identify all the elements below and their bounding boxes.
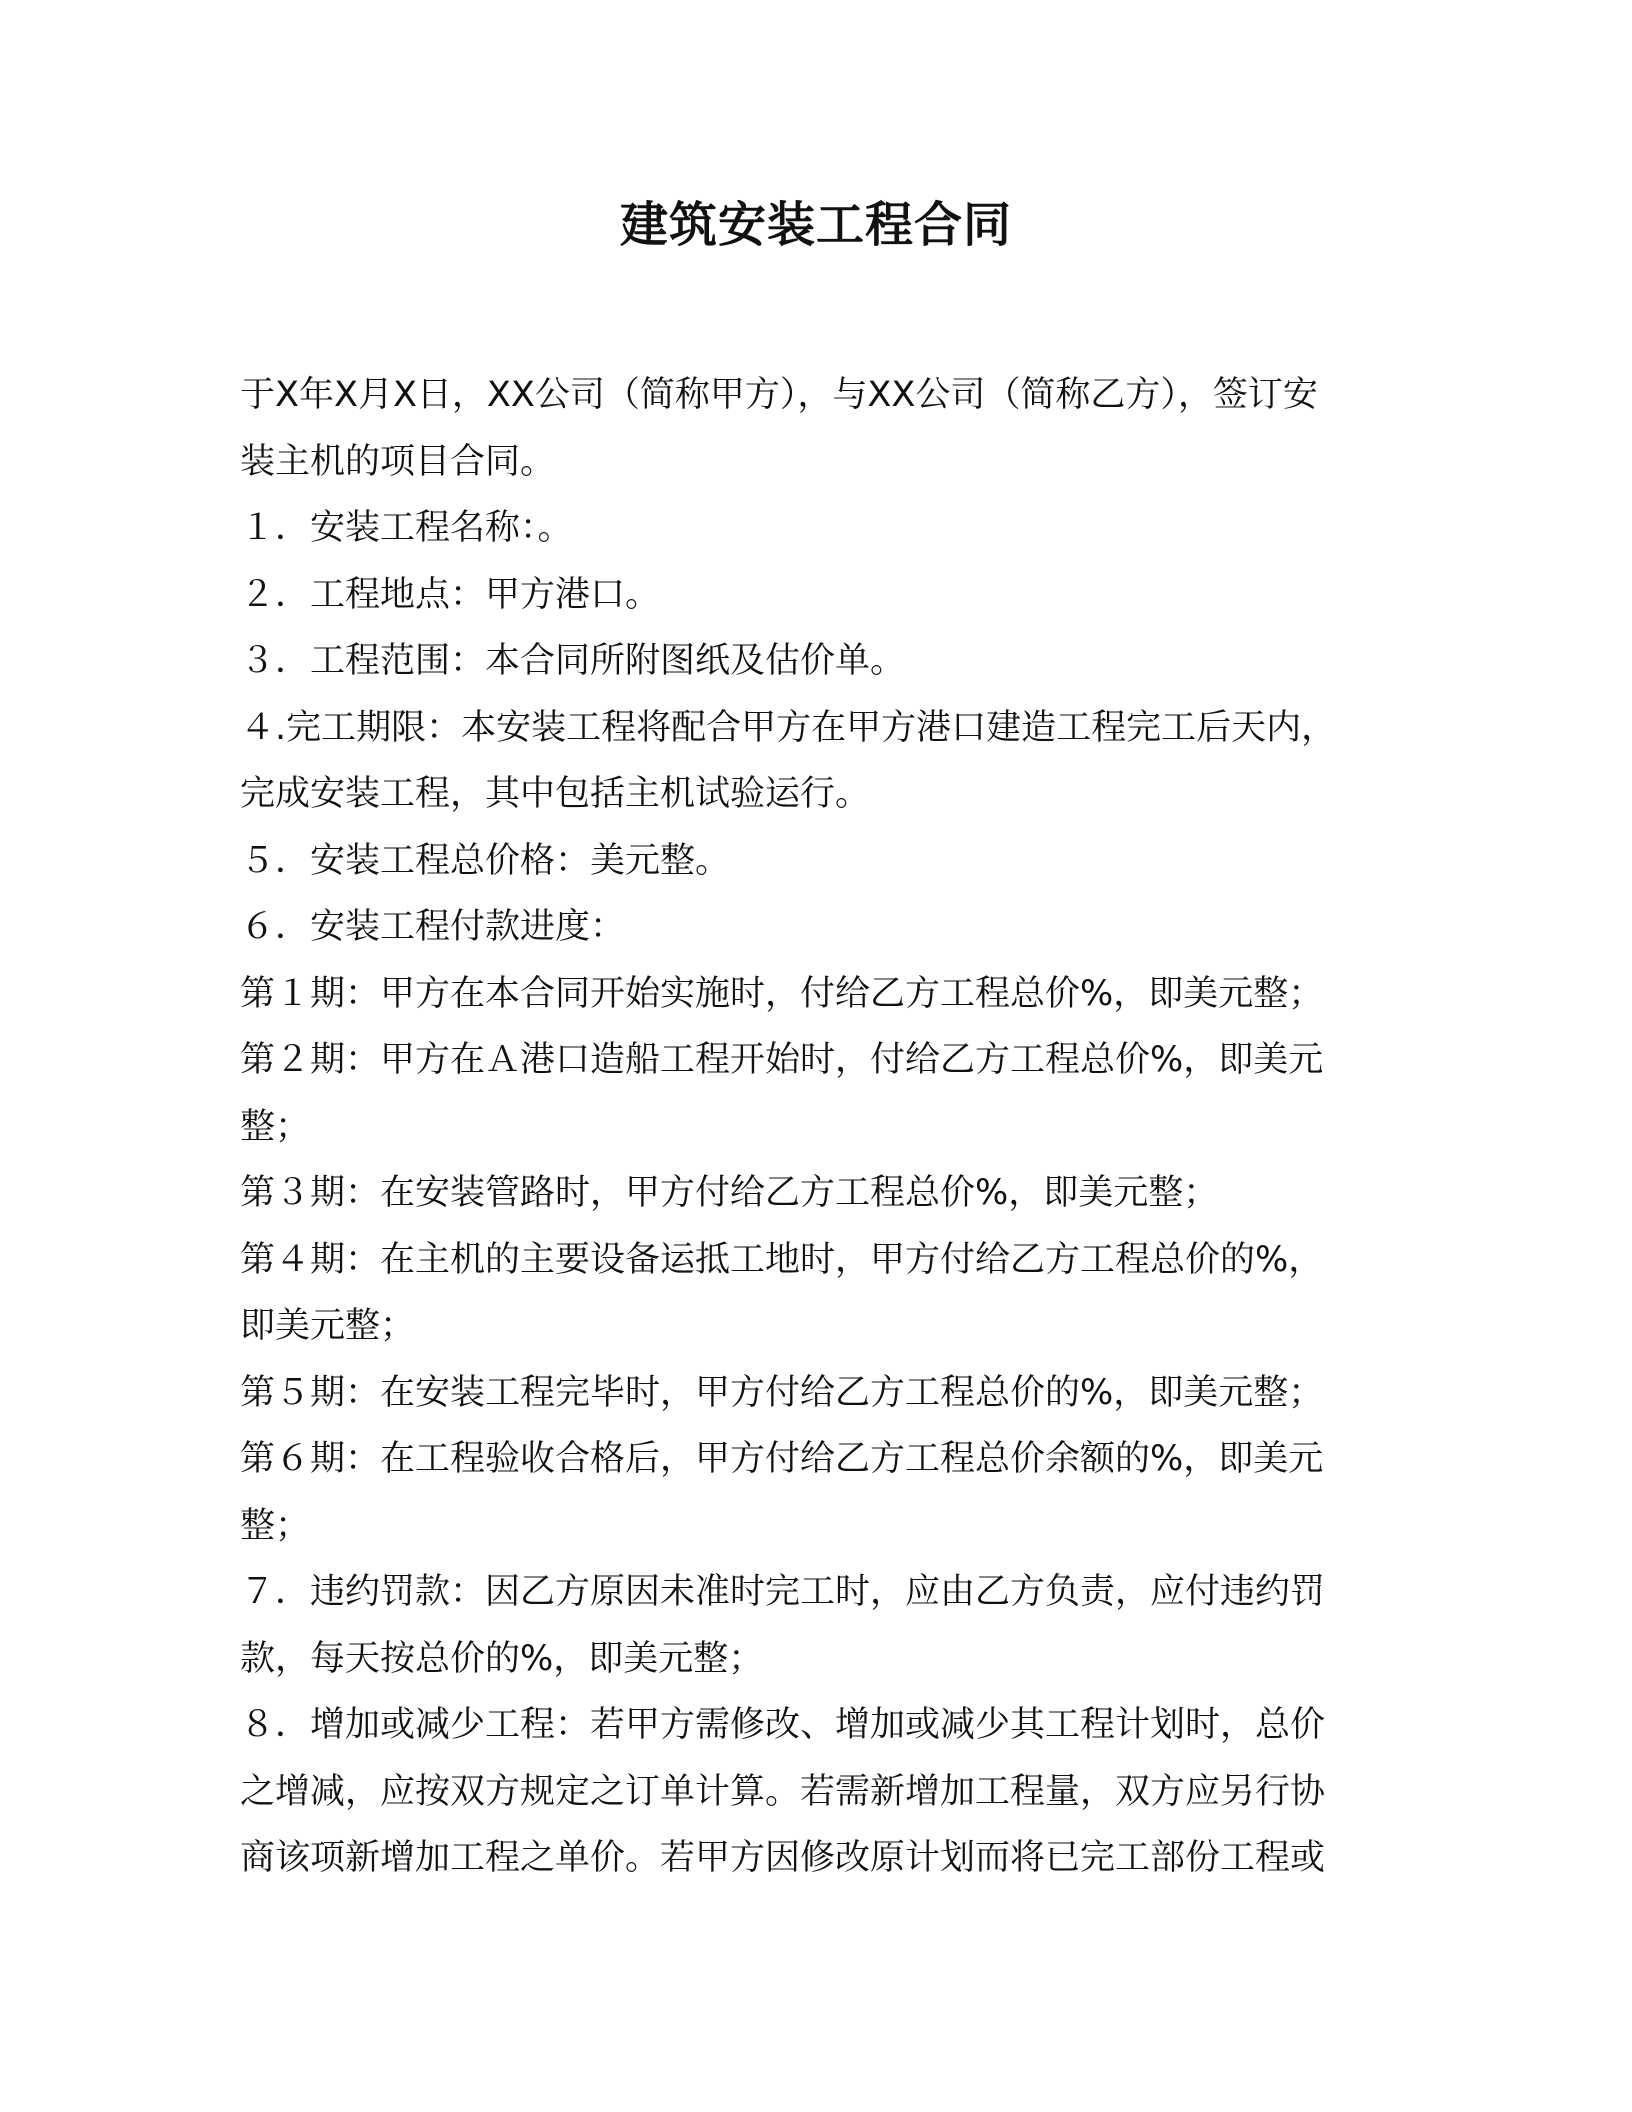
text-line: 装主机的项目合同。: [240, 441, 556, 482]
text-line: 整；: [240, 1505, 311, 1546]
text-line: ８．增加或减少工程：若甲方需修改、增加或减少其工程计划时，总价: [240, 1705, 1326, 1745]
text-line: 之增减，应按双方规定之订单计算。若需新增加工程量，双方应另行协: [240, 1771, 1326, 1812]
text-line: 第１期：甲方在本合同开始实施时，付给乙方工程总价%，即美元整；: [240, 973, 1324, 1014]
text-line: 第４期：在主机的主要设备运抵工地时，甲方付给乙方工程总价的%，: [240, 1239, 1324, 1280]
text-line: 款，每天按总价的%，即美元整；: [240, 1638, 764, 1679]
text-line: 完成安装工程，其中包括主机试验运行。: [240, 774, 871, 814]
text-line: 第６期：在工程验收合格后，甲方付给乙方工程总价余额的%，即美元: [240, 1439, 1324, 1479]
text-line: ５．安装工程总价格：美元整。: [240, 840, 731, 881]
text-line: 即美元整；: [240, 1306, 416, 1346]
text-line: 第５期：在安装工程完毕时，甲方付给乙方工程总价的%，即美元整；: [240, 1372, 1324, 1413]
text-line: 整；: [240, 1106, 311, 1147]
document-body: [240, 362, 1390, 1892]
text-line: 第３期：在安装管路时，甲方付给乙方工程总价%，即美元整；: [240, 1173, 1219, 1213]
text-line: １．安装工程名称：。: [240, 508, 573, 548]
text-line: ３．工程范围：本合同所附图纸及估价单。: [240, 641, 906, 681]
text-line: 商该项新增加工程之单价。若甲方因修改原计划而将已完工部份工程或: [240, 1838, 1326, 1878]
text-line: ７．违约罚款：因乙方原因未准时完工时，应由乙方负责，应付违约罚: [240, 1572, 1326, 1612]
text-line: ６．安装工程付款进度：: [240, 907, 626, 947]
text-line: 第２期：甲方在Ａ港口造船工程开始时，付给乙方工程总价%，即美元: [240, 1040, 1324, 1080]
text-line: ４.完工期限：本安装工程将配合甲方在甲方港口建造工程完工后天内，: [240, 707, 1337, 748]
text-line: ２．工程地点：甲方港口。: [240, 574, 661, 615]
text-line: 于X年X月X日，XX公司（简称甲方），与XX公司（简称乙方），签订安: [240, 375, 1318, 415]
document-title: 建筑安装工程合同: [619, 197, 1012, 253]
